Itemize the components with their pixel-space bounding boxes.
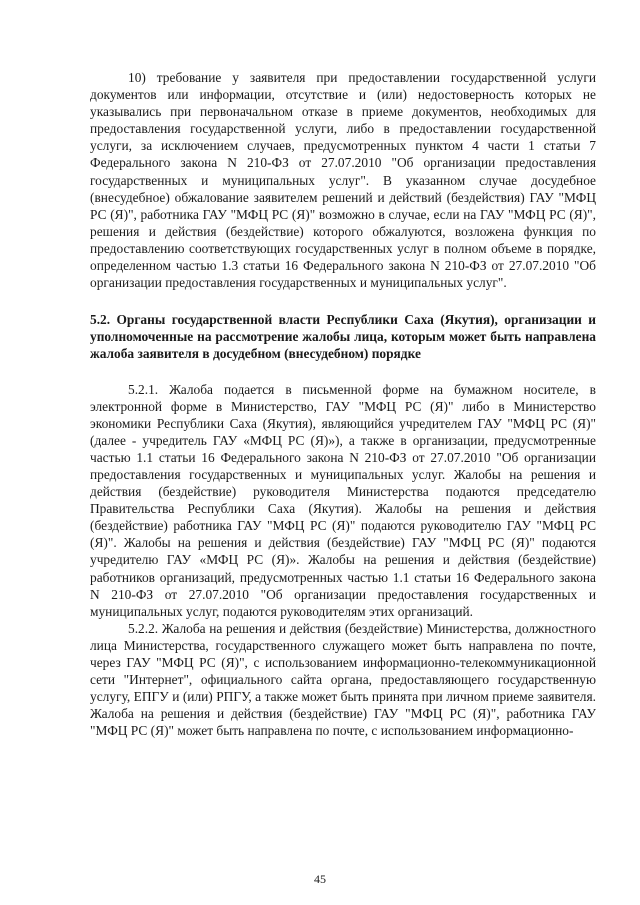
paragraph-5-2-1: 5.2.1. Жалоба подается в письменной форме на бумажном носителе, в электронной форме в Министерство, ГАУ "МФЦ РС (Я)" либо в Министерство экономики Республики Саха (Якутия), являющийся учредителем ГАУ "МФЦ РС (Я)" (далее - учредитель ГАУ «МФЦ РС (Я)»), а также в организации, предусмотренные частью 1.1 статьи 16 Федерального закона N 210-ФЗ от 27.07.2010 "Об организации предоставления государственных и муниципальных услуг. Жалобы на решения и действия (бездействие) руководителя Министерства подаются председателю Правительства Республики Саха (Якутия). Жалобы на решения и действия (бездействие) работника ГАУ "МФЦ РС (Я)" подаются руководителю ГАУ "МФЦ РС (Я)". Жалобы на решения и действия (бездействие) ГАУ "МФЦ РС (Я)" подаются учредителю ГАУ «МФЦ РС (Я)». Жалобы на решения и действия (бездействие) работников организаций, предусмотренных частью 1.1 статьи 16 Федерального закона N 210-ФЗ от 27.07.2010 "Об организации предоставления государственных и муниципальных услуг, подаются руководителям этих организаций. (90, 381, 596, 619)
paragraph-5-2-2: 5.2.2. Жалоба на решения и действия (бездействие) Министерства, должностного лица Министерства, государственного служащего может быть направлена по почте, через ГАУ "МФЦ РС (Я)", с использованием информационно-телекоммуникационной сети "Интернет", официального сайта органа, предоставляющего государственную услугу, ЕПГУ и (или) РПГУ, а также может быть принята при личном приеме заявителя. Жалоба на решения и действия (бездействие) ГАУ "МФЦ РС (Я)", работника ГАУ "МФЦ РС (Я)" может быть направлена по почте, с использованием информационно- (90, 620, 596, 739)
section-heading: 5.2. Органы государственной власти Республики Саха (Якутия), организации и уполномоченные на рассмотрение жалобы лица, которым может быть направлена жалоба заявителя в досудебном (внесудебном) порядке (90, 312, 596, 362)
page-content (90, 69, 596, 739)
paragraph-item-10: 10) требование у заявителя при предоставлении государственной услуги документов или информации, отсутствие и (или) недостоверность которых не указывались при первоначальном отказе в приеме документов, необходимых для предоставления государственной услуги, либо в предоставлении государственной услуги, за исключением случаев, предусмотренных пунктом 4 части 1 статьи 7 Федерального закона N 210-ФЗ от 27.07.2010 "Об организации предоставления государственных и муниципальных услуг". В указанном случае досудебное (внесудебное) обжалование заявителем решений и действий (бездействия) ГАУ "МФЦ РС (Я)", работника ГАУ "МФЦ РС (Я)" возможно в случае, если на ГАУ "МФЦ РС (Я)", решения и действия (бездействие) которого обжалуются, возложена функция по предоставлению соответствующих государственных услуг в полном объеме в порядке, определенном частью 1.3 статьи 16 Федерального закона N 210-ФЗ от 27.07.2010 "Об организации предоставления государственных и муниципальных услуг". (90, 70, 596, 291)
page-number: 45 (314, 872, 326, 886)
